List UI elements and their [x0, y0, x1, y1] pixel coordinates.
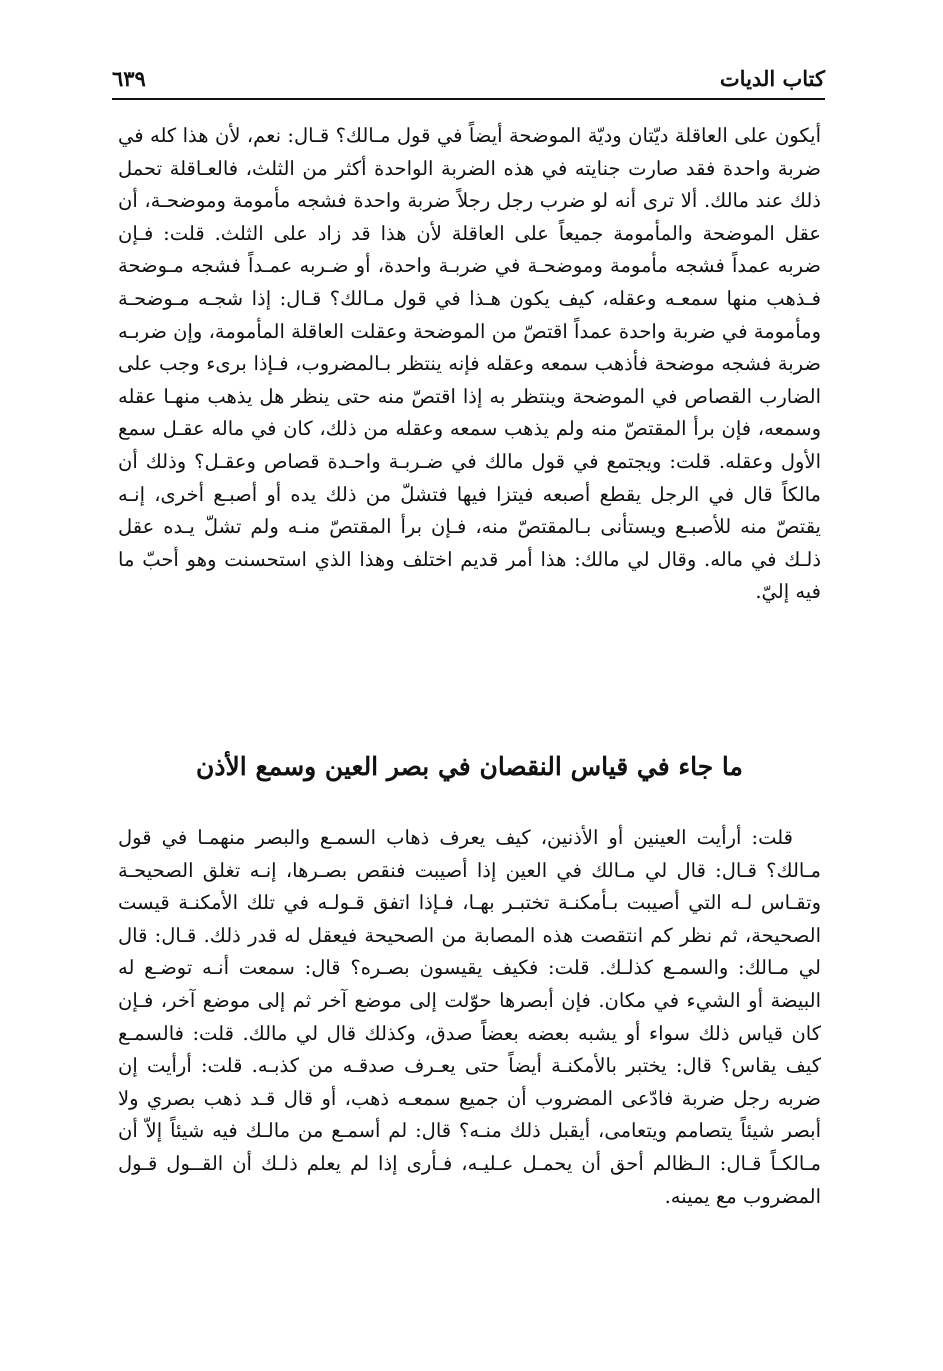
- page-number: ٦٣٩: [112, 66, 146, 91]
- text-block-section: [118, 822, 821, 1213]
- paragraph-section: قلت: أرأيت العينين أو الأذنين، كيف يعرف ذهاب السمـع والبصر منهمـا في قول مـالك؟ قـال: قال لي مـالك في العين إذا أصيبت فنقص بصـرها، إنـه تغلق الصحيحـة وتقـاس لـه التي أصيبت بـأمكنـة تختبـر بهـا، فـإذا اتفق قـولـه في تلك الأمكنـة قيست الصحيحة، ثم نظر كم انتقصت هذه المصابة من الصحيحة فيعقل له قدر ذلك. قـال: قال لي مـالك: والسمـع كذلـك. قلت: فكيف يقيسون بصـره؟ قال: سمعت أنـه توضـع له البيضة أو الشيء في مكان. فإن أبصرها حوّلت إلى موضع آخر ثم إلى موضع آخر، فـإن كان قياس ذلك سواء أو يشبه بعضه بعضاً صدق، وكذلك قال لي مالك. قلت: فالسمـع كيف يقاس؟ قال: يختبر بالأمكنـة أيضاً حتى يعـرف صدقـه من كذبـه. قلت: أرأيت إن ضربه رجل ضربة فادّعى المضروب أن جميع سمعـه ذهب، أو قال قـد ذهب بصري ولا أبصر شيئاً يتصامم ويتعامى، أيقبل ذلك منـه؟ قال: لم أسمـع من مالـك فيه شيئاً إلاّ أن مـالكـاً قـال: الـظالم أحق أن يحمـل عـليـه، فـأرى إذا لم يعلم ذلـك أن القــول قـول المضروب مع يمينه.: [118, 826, 821, 1208]
- section-heading: ما جاء في قياس النقصان في بصر العين وسمع الأذن: [196, 752, 743, 781]
- running-title: كتاب الديات: [719, 66, 825, 91]
- running-header: [112, 62, 825, 100]
- text-block-continuation: [118, 120, 821, 609]
- paragraph-continuation: أيكون على العاقلة ديّتان وديّة الموضحة أيضاً في قول مـالك؟ قـال: نعم، لأن هذا كله في ضربة واحدة فقد صارت جنايته في هذه الضربة الواحدة أكثر من الثلث، فالعـاقلة تحمل ذلك عند مالك. ألا ترى أنه لو ضرب رجل رجلاً ضربة واحدة فشجه مأمومة وموضحـة، أن عقل الموضحة والمأمومة جميعاً على العاقلة لأن هذا قد زاد على الثلث. قلت: فـإن ضربه عمداً فشجه مأمومة وموضحـة في ضربـة واحدة، أو ضـربه عمـداً فشجه مـوضحة فـذهب منها سمعـه وعقله، كيف يكون هـذا في قول مـالك؟ قـال: إذا شجـه مـوضحـة ومأمومة في ضربة واحدة عمداً اقتصّ من الموضحة وعقلت العاقلة المأمومة، وإن ضربـه ضربة فشجه موضحة فأذهب سمعه وعقله فإنه ينتظر بـالمضروب، فـإذا برىء وجب على الضارب القصاص في الموضحة وينتظر به إذا اقتصّ منه حتى ينظر هل يذهب منهـا عقله وسمعه، فإن برأ المقتصّ منه ولم يذهب سمعه وعقله من ذلك، كان في ماله عقـل سمع الأول وعقله. قلت: ويجتمع في قول مالك في ضـربـة واحـدة قصاص وعقـل؟ وذلك أن مالكاً قال في الرجل يقطع أصبعه فيتزا فيها فتشلّ من ذلك يده أو أصبـع أخرى، إنـه يقتصّ منه للأصبـع ويستأنى بـالمقتصّ منه، فـإن برأ المقتصّ منـه ولم تشلّ يـده عقل ذلـك في ماله. وقال لي مالك: هذا أمر قديم اختلف وهذا الذي استحسنت وهو أحبّ ما فيه إليّ.: [118, 124, 821, 604]
